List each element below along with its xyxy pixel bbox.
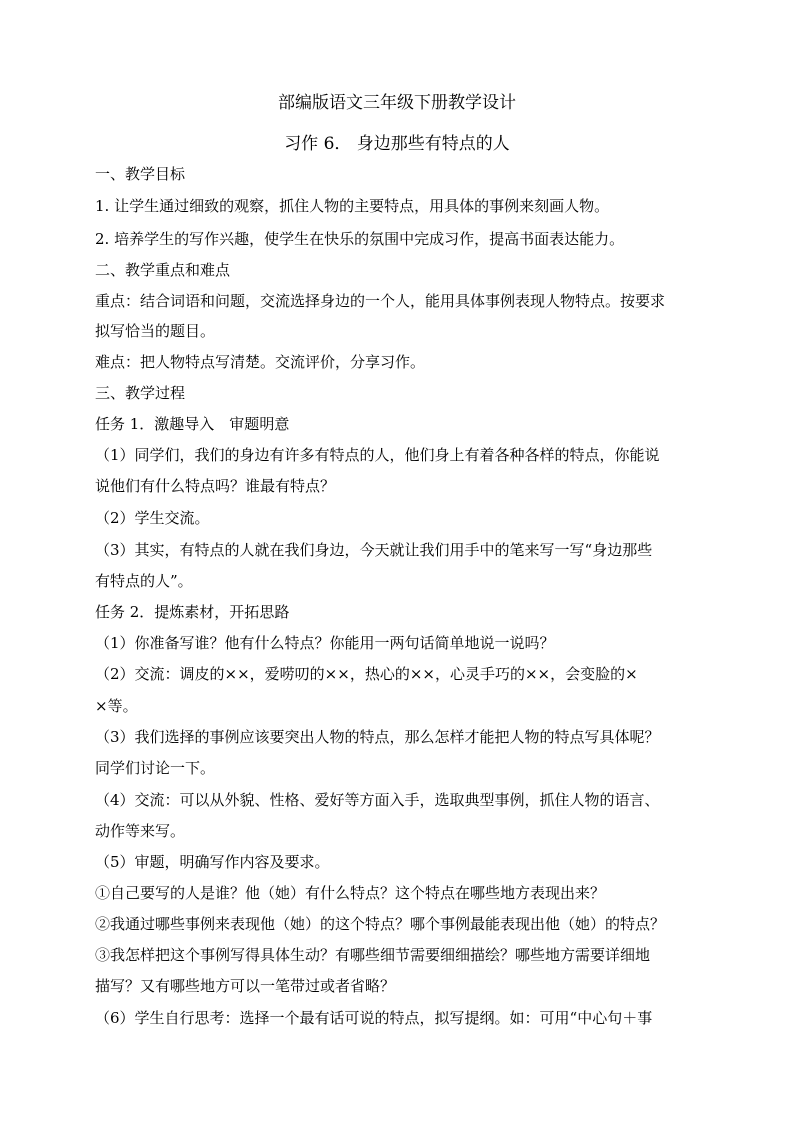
text-line: （6）学生自行思考：选择一个最有话可说的特点，拟写提纲。如：可用“中心句＋事 [95, 1009, 653, 1027]
text-line: ①自己要写的人是谁？他（她）有什么特点？这个特点在哪些地方表现出来？ [95, 884, 606, 902]
text-line: （1）同学们，我们的身边有许多有特点的人，他们身上有着各种各样的特点，你能说 [95, 446, 660, 464]
section-heading-key-points: 二、教学重点和难点 [95, 261, 231, 279]
text-line: 2. 培养学生的写作兴趣，使学生在快乐的氛围中完成习作，提高书面表达能力。 [95, 230, 625, 248]
text-line: （5）审题，明确写作内容及要求。 [95, 853, 330, 871]
text-line: ②我通过哪些事例来表现他（她）的这个特点？哪个事例最能表现出他（她）的特点？ [95, 915, 666, 933]
text-line: 重点：结合词语和问题，交流选择身边的一个人，能用具体事例表现人物特点。按要求 [95, 292, 666, 310]
text-line: 难点：把人物特点写清楚。交流评价，分享习作。 [95, 353, 426, 371]
text-line: 拟写恰当的题目。 [95, 322, 216, 340]
text-line: （3）其实，有特点的人就在我们身边，今天就让我们用手中的笔来写一写“身边那些 [95, 541, 653, 559]
text-line: 1. 让学生通过细致的观察，抓住人物的主要特点，用具体的事例来刻画人物。 [95, 197, 610, 215]
text-line: （3）我们选择的事例应该要突出人物的特点，那么怎样才能把人物的特点写具体呢？ [95, 728, 660, 746]
text-line: （2）学生交流。 [95, 509, 210, 527]
task-heading: 任务 2．提炼素材，开拓思路 [95, 603, 290, 621]
section-heading-process: 三、教学过程 [95, 384, 186, 402]
text-line: ③我怎样把这个事例写得具体生动？有哪些细节需要细细描绘？哪些地方需要详细地 [95, 946, 651, 964]
text-line: 描写？又有哪些地方可以一笔带过或者省略？ [95, 977, 396, 995]
task-heading: 任务 1．激趣导入 审题明意 [95, 415, 290, 433]
text-line: 有特点的人”。 [95, 572, 193, 590]
text-line: （1）你准备写谁？他有什么特点？你能用一两句话简单地说一说吗？ [95, 634, 555, 652]
section-heading-goals: 一、教学目标 [95, 165, 186, 183]
text-line: 说他们有什么特点吗？谁最有特点？ [95, 477, 336, 495]
text-line: 同学们讨论一下。 [95, 759, 216, 777]
text-line: 动作等来写。 [95, 822, 186, 840]
text-line: （4）交流：可以从外貌、性格、爱好等方面入手，选取典型事例，抓住人物的语言、 [95, 791, 660, 809]
text-line: ×等。 [95, 697, 138, 715]
lesson-subtitle: 习作 6． 身边那些有特点的人 [284, 134, 510, 154]
document-title: 部编版语文三年级下册教学设计 [278, 93, 516, 113]
text-line: （2）交流：调皮的××，爱唠叨的××，热心的××，心灵手巧的××，会变脸的× [95, 665, 638, 683]
